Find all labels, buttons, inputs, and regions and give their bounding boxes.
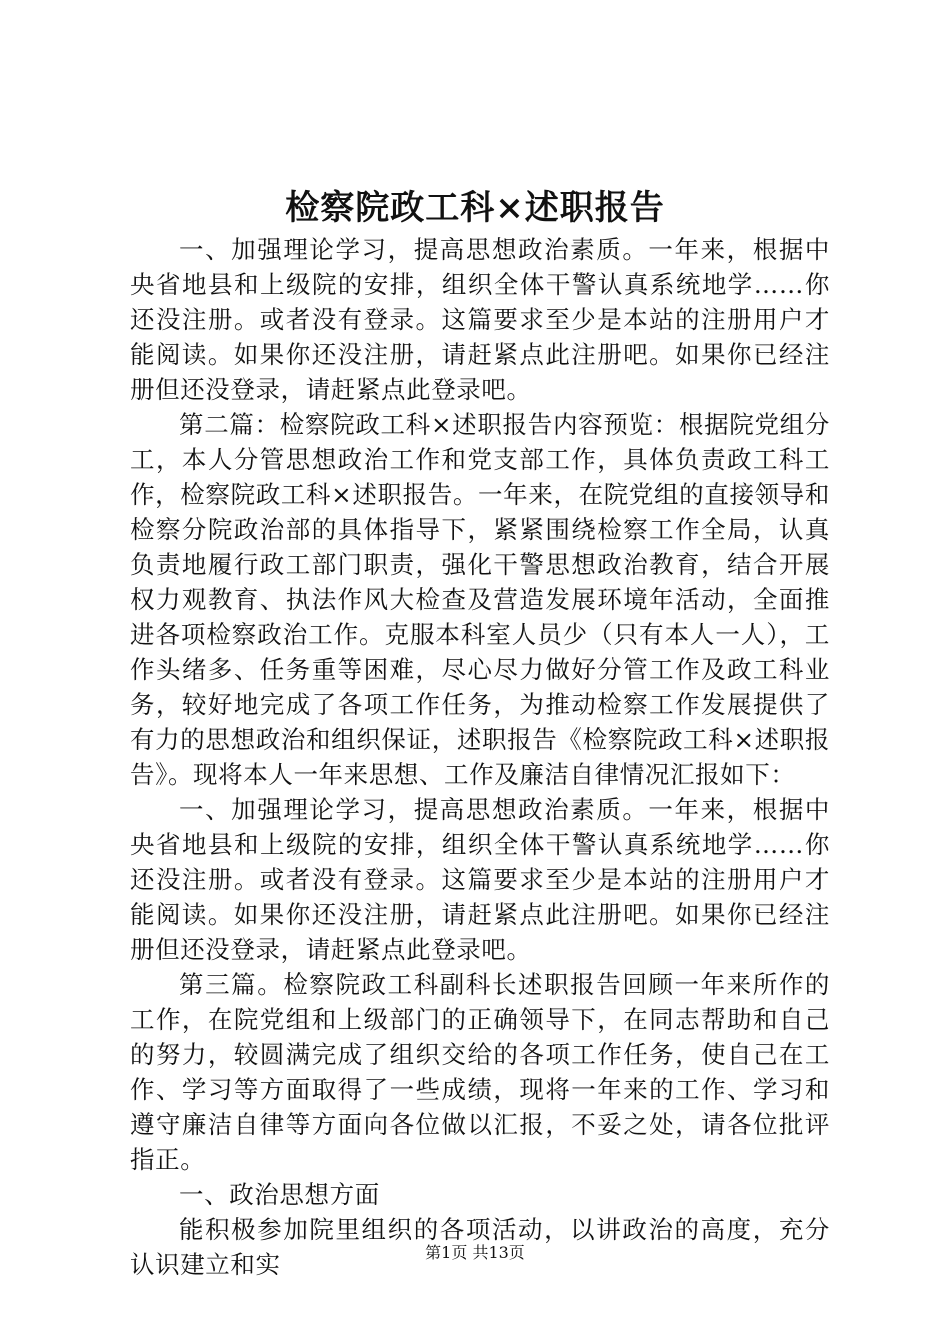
body-paragraph: 一、加强理论学习，提高思想政治素质。一年来，根据中央省地县和上级院的安排，组织全体干警认真系统地学……你还没注册。或者没有登录。这篇要求至少是本站的注册用户才能阅读。如果你还没注册，请赶紧点此注册吧。如果你已经注册但还没登录，请赶紧点此登录吧。 bbox=[130, 795, 830, 964]
body-paragraph: 第三篇。检察院政工科副科长述职报告回顾一年来所作的工作，在院党组和上级部门的正确领导下，在同志帮助和自己的努力，较圆满完成了组织交给的各项工作任务，使自己在工作、学习等方面取得了一些成绩，现将一年来的工作、学习和遵守廉洁自律等方面向各位做以汇报，不妥之处，请各位批评指正。 bbox=[130, 970, 830, 1174]
document-body bbox=[130, 232, 830, 1282]
body-paragraph: 第二篇：检察院政工科×述职报告内容预览：根据院党组分工，本人分管思想政治工作和党支部工作，具体负责政工科工作，检察院政工科×述职报告。一年来，在院党组的直接领导和检察分院政治部的具体指导下，紧紧围绕检察工作全局，认真负责地履行政工部门职责，强化干警思想政治教育，结合开展权力观教育、执法作风大检查及营造发展环境年活动，全面推进各项检察政治工作。克服本科室人员少（只有本人一人），工作头绪多、任务重等困难，尽心尽力做好分管工作及政工科业务，较好地完成了各项工作任务，为推动检察工作发展提供了有力的思想政治和组织保证，述职报告《检察院政工科×述职报告》。现将本人一年来思想、工作及廉洁自律情况汇报如下： bbox=[130, 410, 830, 789]
page-number-footer: 第1页 共13页 bbox=[425, 1243, 525, 1262]
body-paragraph: 能积极参加院里组织的各项活动，以讲政治的高度，充分认识建立和实 bbox=[130, 1215, 830, 1279]
section-heading: 一、政治思想方面 bbox=[179, 1180, 380, 1209]
body-paragraph: 一、加强理论学习，提高思想政治素质。一年来，根据中央省地县和上级院的安排，组织全体干警认真系统地学……你还没注册。或者没有登录。这篇要求至少是本站的注册用户才能阅读。如果你还没注册，请赶紧点此注册吧。如果你已经注册但还没登录，请赶紧点此登录吧。 bbox=[130, 235, 830, 404]
document-title: 检察院政工科×述职报告 bbox=[285, 188, 665, 228]
